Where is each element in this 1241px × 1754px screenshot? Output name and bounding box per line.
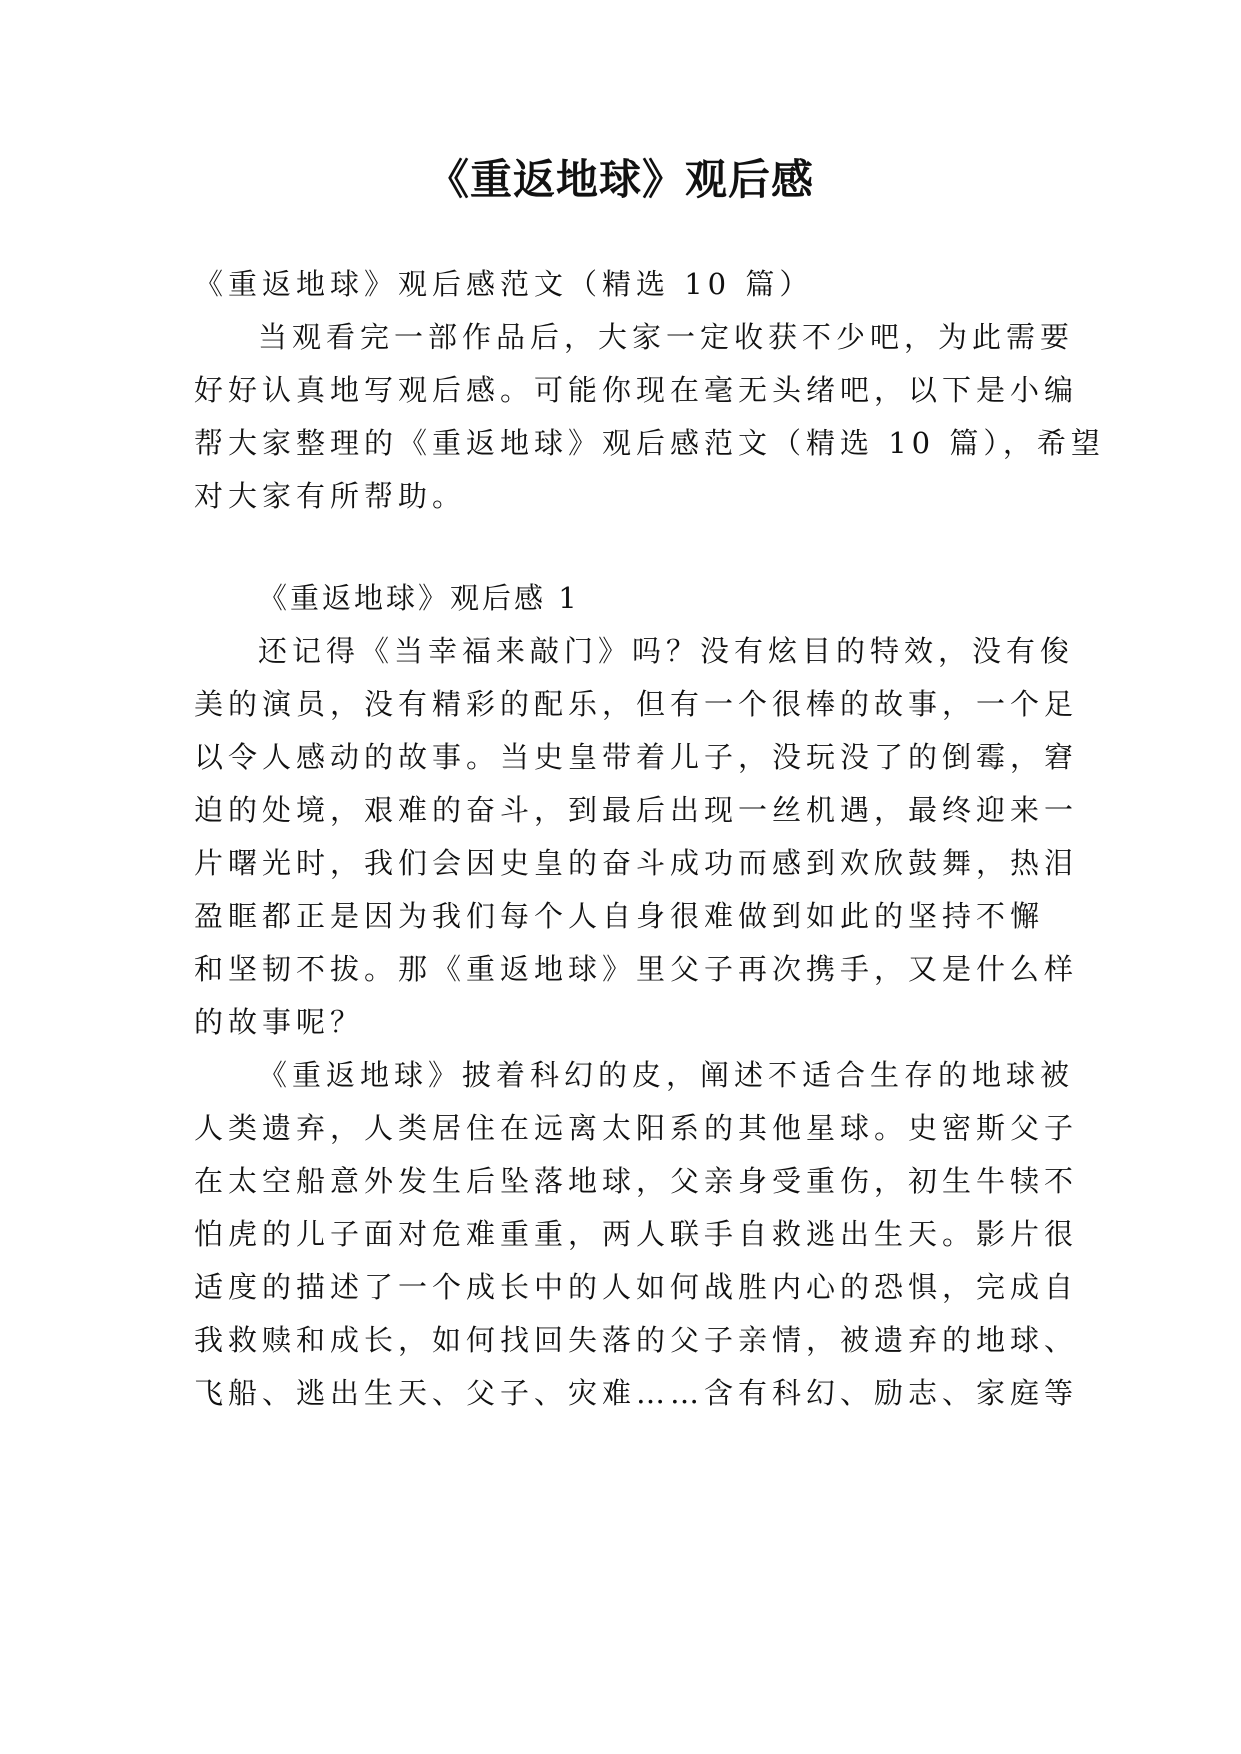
body-line-13: 适度的描述了一个成长中的人如何战胜内心的恐惧，完成自	[194, 1270, 1079, 1304]
body-line-4: 迫的处境，艰难的奋斗，到最后出现一丝机遇，最终迎来一	[194, 793, 1079, 827]
intro-line-4: 对大家有所帮助。	[194, 479, 467, 513]
body-line-10: 人类遗弃，人类居住在远离太阳系的其他星球。史密斯父子	[194, 1111, 1079, 1145]
body-line-1: 还记得《当幸福来敲门》吗？没有炫目的特效，没有俊	[258, 634, 1075, 668]
body-line-2: 美的演员，没有精彩的配乐，但有一个很棒的故事，一个足	[194, 687, 1079, 721]
body-line-15: 飞船、逃出生天、父子、灾难……含有科幻、励志、家庭等	[194, 1376, 1079, 1410]
section-heading: 《重返地球》观后感 1	[258, 581, 580, 615]
intro-line-1: 当观看完一部作品后，大家一定收获不少吧，为此需要	[258, 320, 1075, 354]
body-line-9: 《重返地球》披着科幻的皮，阐述不适合生存的地球被	[258, 1058, 1075, 1092]
subtitle-line: 《重返地球》观后感范文（精选 10 篇）	[194, 267, 814, 301]
body-line-11: 在太空船意外发生后坠落地球，父亲身受重伤，初生牛犊不	[194, 1164, 1079, 1198]
body-line-6: 盈眶都正是因为我们每个人自身很难做到如此的坚持不懈	[194, 899, 1045, 933]
body-line-12: 怕虎的儿子面对危难重重，两人联手自救逃出生天。影片很	[194, 1217, 1079, 1251]
body-line-5: 片曙光时，我们会因史皇的奋斗成功而感到欢欣鼓舞，热泪	[194, 846, 1079, 880]
body-line-3: 以令人感动的故事。当史皇带着儿子，没玩没了的倒霉，窘	[194, 740, 1079, 774]
body-line-8: 的故事呢？	[194, 1005, 365, 1039]
intro-line-2: 好好认真地写观后感。可能你现在毫无头绪吧，以下是小编	[194, 373, 1079, 407]
body-line-14: 我救赎和成长，如何找回失落的父子亲情，被遗弃的地球、	[194, 1323, 1079, 1357]
document-title: 《重返地球》观后感	[426, 155, 814, 204]
intro-line-3: 帮大家整理的《重返地球》观后感范文（精选 10 篇），希望	[194, 426, 1105, 460]
body-line-7: 和坚韧不拔。那《重返地球》里父子再次携手，又是什么样	[194, 952, 1079, 986]
